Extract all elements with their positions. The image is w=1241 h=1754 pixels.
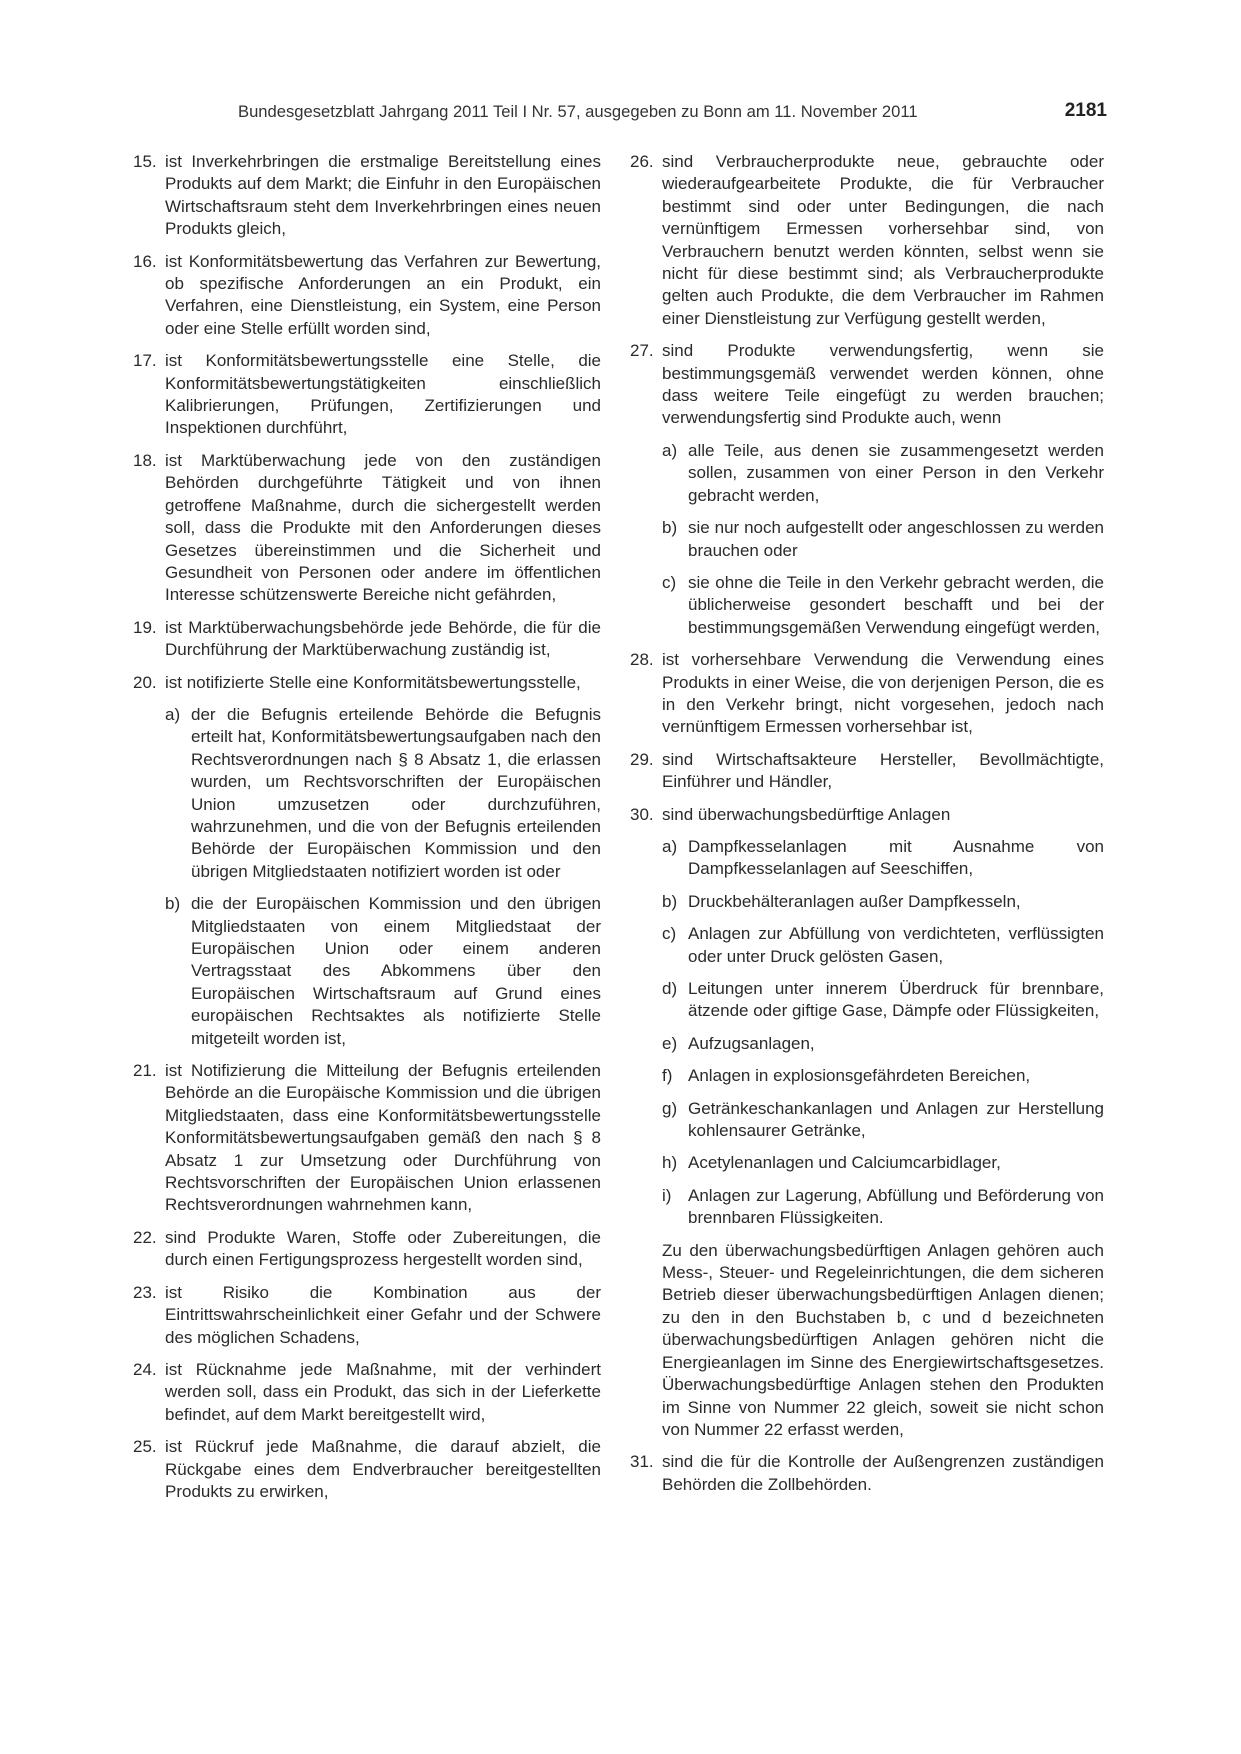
- item-text: ist Rücknahme jede Maßnahme, mit der verhindert werden soll, dass ein Produkt, das sich in der Lieferkette befindet, auf dem Markt bereitgestellt wird,: [165, 1359, 601, 1424]
- subitem-30i: [662, 1185, 1104, 1230]
- item-number: 30.: [630, 804, 654, 824]
- subitem-text: Leitungen unter innerem Überdruck für brennbare, ätzende oder giftige Gase, Dämpfe oder Flüssigkeiten,: [688, 979, 1104, 1021]
- subitem-label: b): [662, 891, 678, 911]
- definition-22: [133, 1227, 601, 1272]
- item-number: 25.: [133, 1437, 157, 1457]
- item-number: 18.: [133, 450, 157, 470]
- definition-16: [133, 251, 601, 341]
- subitem-27a: [662, 440, 1104, 507]
- subitem-label: e): [662, 1033, 678, 1053]
- subitem-text: Anlagen in explosionsgefährdeten Bereichen,: [688, 1066, 1031, 1086]
- subitem-text: Acetylenanlagen und Calciumcarbidlager,: [688, 1153, 1001, 1173]
- subitem-text: Dampfkesselanlagen mit Ausnahme von Dampfkesselanlagen auf Seeschiffen,: [688, 836, 1104, 879]
- subitem-label: a): [165, 704, 181, 724]
- item-text: ist Marktüberwachungsbehörde jede Behörde, die für die Durchführung der Marktüberwachung zuständig ist,: [165, 617, 601, 660]
- subitem-label: c): [662, 924, 677, 944]
- definition-19: [133, 617, 601, 662]
- item-number: 23.: [133, 1282, 157, 1302]
- item-number: 31.: [630, 1452, 654, 1472]
- subitem-label: f): [662, 1066, 673, 1086]
- definition-23: [133, 1282, 601, 1349]
- item-number: 20.: [133, 672, 157, 692]
- item-number: 27.: [630, 341, 654, 361]
- subitem-text: sie nur noch aufgestellt oder angeschlossen zu werden brauchen oder: [688, 518, 1104, 560]
- item-text: ist Marktüberwachung jede von den zuständigen Behörden durchgeführte Tätigkeit und von ihnen getroffene Maßnahme, durch die sichergestellt werden soll, dass die Produkte mit den Anforderungen dieses Gesetzes übereinstimmen und die Sicherheit und Gesundheit von Personen oder andere im öffentlichen Interesse schützenswerte Bereiche nicht gefährden,: [165, 450, 601, 605]
- definition-27: [630, 340, 1104, 639]
- subitem-30c: [662, 923, 1104, 968]
- item-text: ist notifizierte Stelle eine Konformitätsbewertungsstelle,: [165, 672, 581, 692]
- subitem-20b: [165, 893, 601, 1050]
- right-column: [630, 151, 1104, 1506]
- item-number: 26.: [630, 152, 654, 171]
- item-number: 16.: [133, 251, 157, 271]
- subitem-text: der die Befugnis erteilende Behörde die Befugnis erteilt hat, Konformitätsbewertungsaufgaben nach den Rechtsverordnungen nach § 8 Absatz 1, die erlassen wurden, um Rechtsvorschriften der Europäischen Union umzusetzen oder durchzuführen, wahrzunehmen, und die von der Befugnis erteilenden Behörde der Europäischen Kommission und den übrigen Mitgliedstaaten notifiziert worden ist oder: [191, 704, 601, 881]
- subitem-30d: [662, 978, 1104, 1023]
- subitem-label: g): [662, 1098, 678, 1118]
- subitem-text: sie ohne die Teile in den Verkehr gebracht werden, die üblicherweise gesondert beschafft und bei der bestimmungsgemäßen Verwendung eingefügt werden,: [688, 572, 1104, 637]
- item-text: ist Inverkehrbringen die erstmalige Bereitstellung eines Produkts auf dem Markt; die Einfuhr in den Europäischen Wirtschaftsraum steht dem Inverkehrbringen eines neuen Produkts gleich,: [165, 152, 601, 239]
- definition-18: [133, 450, 601, 607]
- subitem-30h: [662, 1152, 1104, 1174]
- page-number: 2181: [1064, 100, 1107, 121]
- item-number: 28.: [630, 650, 654, 670]
- item-text: sind Wirtschaftsakteure Hersteller, Bevollmächtigte, Einführer und Händler,: [662, 749, 1104, 792]
- subitem-label: c): [662, 572, 677, 592]
- closing-paragraph: Zu den überwachungsbedürftigen Anlagen gehören auch Mess-, Steuer- und Regeleinrichtungen, die dem sicheren Betrieb dieser überwachungsbedürftigen Anlagen dienen; zu den in den Buchstaben b, c und d bezeichneten überwachungsbedürftigen Anlagen gehören nicht die Energieanlagen im Sinne des Energiewirtschaftsgesetzes. Überwachungsbedürftige Anlagen stehen den Produkten im Sinne von Nummer 22 gleich, soweit sie nicht schon von Nummer 22 erfasst werden,: [662, 1240, 1104, 1439]
- item-text: sind überwachungsbedürftige Anlagen: [662, 804, 951, 824]
- item-text: ist Konformitätsbewertung das Verfahren zur Bewertung, ob spezifische Anforderungen an ein Produkt, ein Verfahren, eine Dienstleistung, ein System, eine Person oder eine Stelle erfüllt worden sind,: [165, 251, 601, 338]
- subitem-label: a): [662, 836, 678, 856]
- subitem-text: alle Teile, aus denen sie zusammengesetzt werden sollen, zusammen von einer Person in den Verkehr gebracht werden,: [688, 440, 1104, 505]
- definition-25: [133, 1436, 601, 1503]
- subitem-30g: [662, 1098, 1104, 1143]
- subitem-30f: [662, 1065, 1104, 1087]
- definition-29: [630, 749, 1104, 794]
- subitem-text: Anlagen zur Lagerung, Abfüllung und Beförderung von brennbaren Flüssigkeiten.: [688, 1185, 1104, 1228]
- subitem-20a: [165, 704, 601, 883]
- subitem-text: Anlagen zur Abfüllung von verdichteten, verflüssigten oder unter Druck gelösten Gasen,: [688, 924, 1104, 966]
- definition-31: [630, 1451, 1104, 1496]
- subitem-text: Getränkeschankanlagen und Anlagen zur Herstellung kohlensaurer Getränke,: [688, 1098, 1104, 1141]
- subitem-27b: [662, 517, 1104, 562]
- item-number: 29.: [630, 749, 654, 769]
- definition-26: [630, 151, 1104, 330]
- item-number: 22.: [133, 1227, 157, 1247]
- definition-20: [133, 672, 601, 1051]
- item-text: sind die für die Kontrolle der Außengrenzen zuständigen Behörden die Zollbehörden.: [662, 1452, 1104, 1494]
- item-number: 17.: [133, 351, 157, 371]
- subitem-30a: [662, 836, 1104, 881]
- definition-24: [133, 1359, 601, 1426]
- subitem-label: d): [662, 979, 678, 998]
- item-number: 19.: [133, 617, 157, 637]
- subitem-label: h): [662, 1153, 678, 1173]
- running-header: Bundesgesetzblatt Jahrgang 2011 Teil I Nr. 57, ausgegeben zu Bonn am 11. November 2011: [238, 102, 918, 121]
- subitem-30b: [662, 891, 1104, 913]
- item-text: ist Notifizierung die Mitteilung der Befugnis erteilenden Behörde an die Europäische Kommission und die übrigen Mitgliedstaaten, dass eine Konformitätsbewertungsstelle Konformitätsbewertungsaufgaben gemäß den nach § 8 Absatz 1 zur Umsetzung oder Durchführung von Rechtsvorschriften der Europäischen Union erlassenen Rechtsverordnungen wahrnehmen kann,: [165, 1061, 601, 1215]
- left-column: [133, 151, 601, 1513]
- subitem-text: Druckbehälteranlagen außer Dampfkesseln,: [688, 891, 1021, 911]
- definition-21: [133, 1060, 601, 1217]
- definition-17: [133, 350, 601, 440]
- item-text: ist Risiko die Kombination aus der Eintrittswahrscheinlichkeit einer Gefahr und der Schwere des möglichen Schadens,: [165, 1282, 601, 1347]
- item-number: 24.: [133, 1359, 157, 1379]
- subitem-label: b): [165, 894, 181, 914]
- item-number: 15.: [133, 152, 157, 171]
- item-text: sind Produkte Waren, Stoffe oder Zubereitungen, die durch einen Fertigungsprozess hergestellt worden sind,: [165, 1227, 601, 1270]
- subitem-text: Aufzugsanlagen,: [688, 1033, 815, 1053]
- item-text: sind Verbraucherprodukte neue, gebrauchte oder wiederaufgearbeitete Produkte, die für Verbraucher bestimmt sind oder unter Bedingungen, die nach vernünftigem Ermessen vorhersehbar sind, von Verbrauchern benutzt werden könnten, selbst wenn sie nicht für diese bestimmt sind; als Verbraucherprodukte gelten auch Produkte, die dem Verbraucher im Rahmen einer Dienstleistung zur Verfügung gestellt werden,: [662, 152, 1104, 328]
- definition-15: [133, 151, 601, 241]
- item-number: 21.: [133, 1061, 157, 1081]
- item-text: ist vorhersehbare Verwendung die Verwendung eines Produkts in einer Weise, die von derjenigen Person, die es in den Verkehr bringt, nicht vorgesehen, jedoch nach vernünftigem Ermessen vorhersehbar ist,: [662, 650, 1104, 737]
- subitem-label: i): [662, 1185, 672, 1205]
- definition-28: [630, 649, 1104, 739]
- page-header: [133, 100, 1107, 130]
- subitem-30e: [662, 1033, 1104, 1055]
- subitem-27c: [662, 572, 1104, 639]
- subitem-text: die der Europäischen Kommission und den übrigen Mitgliedstaaten von einem Mitgliedstaat der Europäischen Union oder einem anderen Vertragsstaat des Abkommens über den Europäischen Wirtschaftsraum auf Grund eines europäischen Rechtsaktes als notifizierte Stelle mitgeteilt worden ist,: [191, 894, 601, 1048]
- definition-30: [630, 804, 1104, 1442]
- item-text: sind Produkte verwendungsfertig, wenn sie bestimmungsgemäß verwendet werden können, ohne dass weitere Teile eingefügt zu werden brauchen; verwendungsfertig sind Produkte auch, wenn: [662, 341, 1104, 428]
- subitem-label: a): [662, 440, 678, 460]
- item-text: ist Rückruf jede Maßnahme, die darauf abzielt, die Rückgabe eines dem Endverbraucher bereitgestellten Produkts zu erwirken,: [165, 1437, 601, 1501]
- item-text: ist Konformitätsbewertungsstelle eine Stelle, die Konformitätsbewertungstätigkeiten einschließlich Kalibrierungen, Prüfungen, Zertifizierungen und Inspektionen durchführt,: [165, 351, 601, 438]
- subitem-label: b): [662, 518, 678, 538]
